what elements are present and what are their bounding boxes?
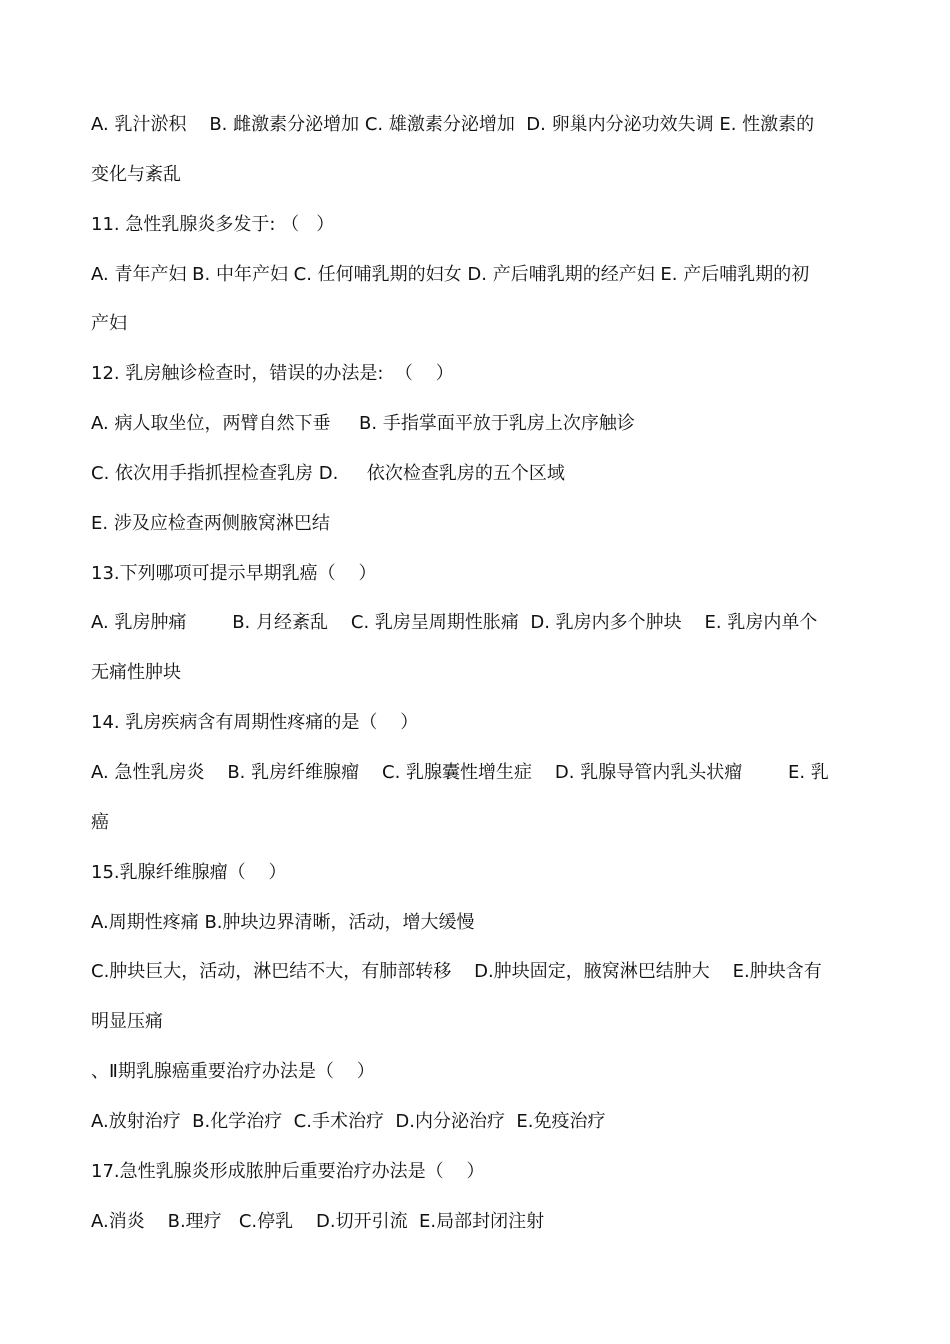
text-line: C.肿块巨大，活动，淋巴结不大，有肺部转移 D.肿块固定，腋窝淋巴结肿大 E.肿块含有 bbox=[91, 961, 822, 983]
text-line: 癌 bbox=[91, 811, 109, 833]
question-15: 15.乳腺纤维腺瘤（ ） bbox=[91, 861, 287, 883]
text-line: A. 急性乳房炎 B. 乳房纤维腺瘤 C. 乳腺囊性增生症 D. 乳腺导管内乳头状瘤 E. 乳 bbox=[91, 761, 829, 783]
text-line: A.周期性疼痛 B.肿块边界清晰，活动，增大缓慢 bbox=[91, 911, 475, 933]
text-line: 明显压痛 bbox=[91, 1011, 163, 1033]
question-16: 、Ⅱ期乳腺癌重要治疗办法是（ ） bbox=[91, 1061, 375, 1083]
text-line: E. 涉及应检查两侧腋窝淋巴结 bbox=[91, 512, 330, 534]
text-line: A.消炎 B.理疗 C.停乳 D.切开引流 E.局部封闭注射 bbox=[91, 1210, 545, 1232]
question-11: 11. 急性乳腺炎多发于: （ ） bbox=[91, 213, 335, 235]
document-text bbox=[91, 100, 871, 1246]
text-line: A. 病人取坐位，两臂自然下垂 B. 手指掌面平放于乳房上次序触诊 bbox=[91, 413, 635, 435]
text-line: A. 乳房肿痛 B. 月经紊乱 C. 乳房呈周期性胀痛 D. 乳房内多个肿块 E. 乳房内单个 bbox=[91, 612, 818, 634]
text-line: A. 乳汁淤积 B. 雌激素分泌增加 C. 雄激素分泌增加 D. 卵巢内分泌功效失调 E. 性激素的 bbox=[91, 114, 815, 135]
text-line: 产妇 bbox=[91, 313, 127, 335]
text-line: A.放射治疗 B.化学治疗 C.手术治疗 D.内分泌治疗 E.免疫治疗 bbox=[91, 1110, 606, 1132]
question-17: 17.急性乳腺炎形成脓肿后重要治疗办法是（ ） bbox=[91, 1160, 485, 1182]
text-line: 无痛性肿块 bbox=[91, 662, 181, 684]
text-line: C. 依次用手指抓捏检查乳房 D. 依次检查乳房的五个区域 bbox=[91, 462, 565, 484]
question-12: 12. 乳房触诊检查时，错误的办法是: （ ） bbox=[91, 363, 454, 385]
question-14: 14. 乳房疾病含有周期性疼痛的是（ ） bbox=[91, 712, 419, 734]
text-line: 变化与紊乱 bbox=[91, 163, 181, 185]
text-line: A. 青年产妇 B. 中年产妇 C. 任何哺乳期的妇女 D. 产后哺乳期的经产妇 E. 产后哺乳期的初 bbox=[91, 263, 810, 285]
question-13: 13.下列哪项可提示早期乳癌（ ） bbox=[91, 562, 377, 584]
